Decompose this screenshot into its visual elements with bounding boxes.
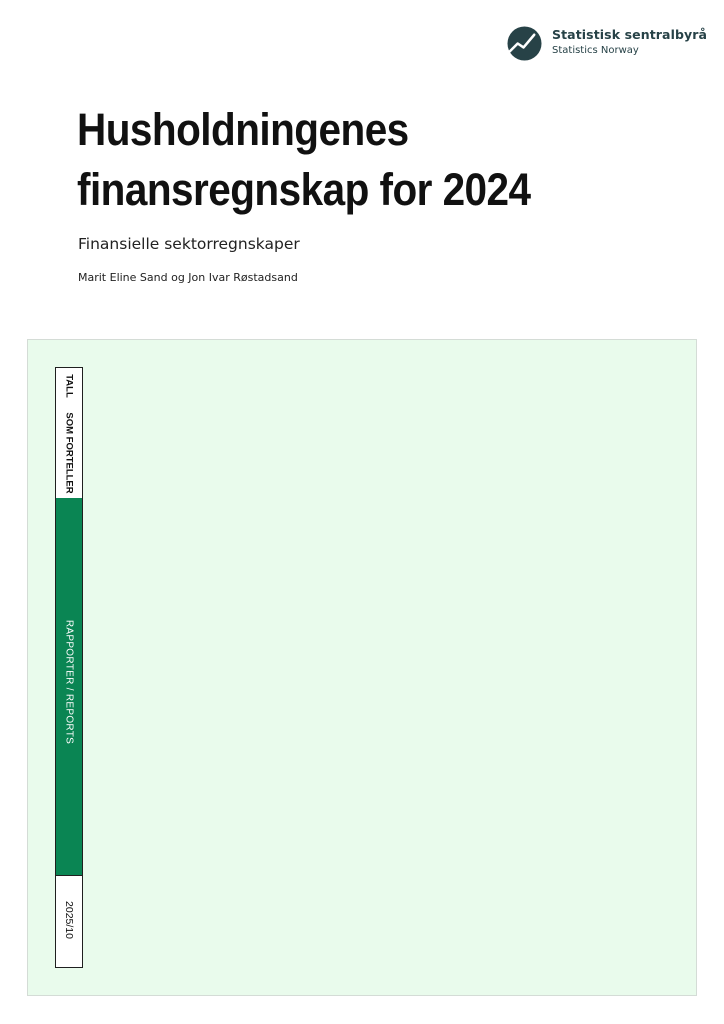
report-number: 2025/10 <box>63 901 75 939</box>
title-line-2: finansregnskap for 2024 <box>77 164 531 215</box>
spine-label-1: TALL <box>63 374 75 398</box>
spine-label-2: SOM FORTELLER <box>63 412 75 494</box>
cover-panel <box>27 339 697 996</box>
title-line-1: Husholdningenes <box>77 104 409 155</box>
spine-label-som-forteller <box>55 407 83 499</box>
series-spine <box>55 367 83 968</box>
ssb-logo-icon <box>507 26 542 61</box>
logo-subtitle: Statistics Norway <box>552 45 639 56</box>
document-title <box>77 100 617 220</box>
document-subtitle: Finansielle sektorregnskaper <box>78 235 300 253</box>
spine-number-box <box>55 875 83 968</box>
spine-series-band <box>55 498 83 875</box>
spine-series-label: RAPPORTER / REPORTS <box>63 619 75 745</box>
ssb-logo <box>507 26 707 62</box>
spine-label-tall <box>55 367 83 408</box>
logo-name: Statistisk sentralbyrå <box>552 27 708 42</box>
document-authors: Marit Eline Sand og Jon Ivar Røstadsand <box>78 271 298 284</box>
